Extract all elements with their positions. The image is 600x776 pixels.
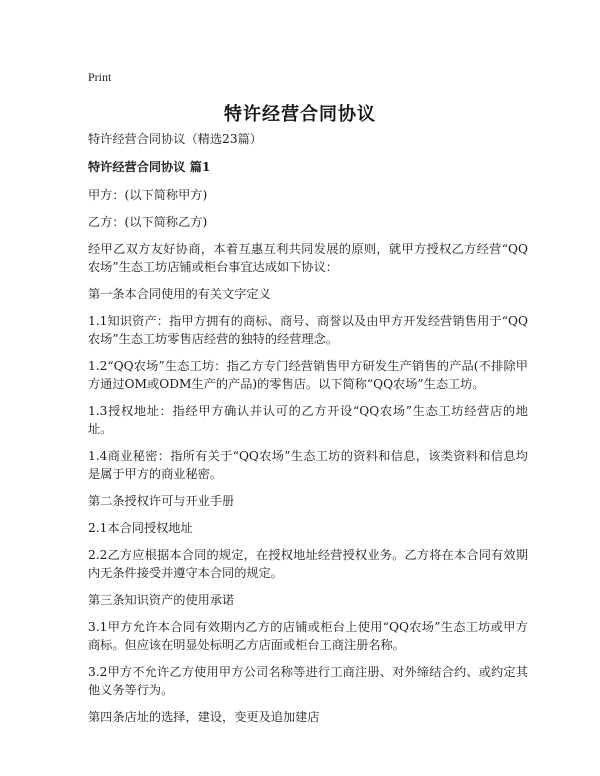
clause-1-2: 1.2“QQ农场”生态工坊：指乙方专门经营销售甲方研发生产销售的产品(不排除甲方通过OM或ODM生产的产品)的零售店。以下简称“QQ农场”生态工坊。 (88, 359, 528, 391)
clause-1-3: 1.3授权地址：指经甲方确认并认可的乙方开设“QQ农场”生态工坊经营店的地址。 (88, 404, 528, 436)
clause-3-2: 3.2甲方不允许乙方使用甲方公司名称等进行工商注册、对外缔结合约、或约定其他义务等行为。 (88, 665, 528, 697)
preamble-paragraph: 经甲乙双方友好协商，本着互惠互利共同发展的原则，就甲方授权乙方经营“QQ农场”生态工坊店铺或柜台事宜达成如下协议： (88, 242, 528, 274)
article-1-heading: 第一条本合同使用的有关文字定义 (88, 287, 271, 301)
clause-1-4: 1.4商业秘密：指所有关于“QQ农场”生态工坊的资料和信息，该类资料和信息均是属于甲方的商业秘密。 (88, 449, 528, 481)
party-b-line: 乙方：(以下简称乙方) (88, 215, 208, 229)
clause-2-2: 2.2乙方应根据本合同的规定，在授权地址经营授权业务。乙方将在本合同有效期内无条件接受并遵守本合同的规定。 (88, 548, 528, 580)
clause-2-1: 2.1本合同授权地址 (88, 521, 193, 535)
print-label: Print (88, 70, 112, 84)
clause-3-1: 3.1甲方允许本合同有效期内乙方的店铺或柜台上使用“QQ农场”生态工坊或甲方商标。但应该在明显处标明乙方店面或柜台工商注册名称。 (88, 620, 528, 652)
section-title: 特许经营合同协议 篇1 (88, 160, 211, 174)
party-a-line: 甲方：(以下简称甲方) (88, 188, 208, 202)
article-4-heading: 第四条店址的选择，建设，变更及追加建店 (88, 710, 320, 724)
document-body (88, 130, 528, 735)
article-2-heading: 第二条授权许可与开业手册 (88, 494, 235, 508)
document-subtitle: 特许经营合同协议（精选23篇） (88, 132, 262, 146)
article-3-heading: 第三条知识资产的使用承诺 (88, 593, 235, 607)
clause-1-1: 1.1知识资产：指甲方拥有的商标、商号、商誉以及由甲方开发经营销售用于“QQ农场”生态工坊零售店经营的独特的经营理念。 (88, 314, 528, 346)
document-title: 特许经营合同协议 (224, 104, 376, 125)
